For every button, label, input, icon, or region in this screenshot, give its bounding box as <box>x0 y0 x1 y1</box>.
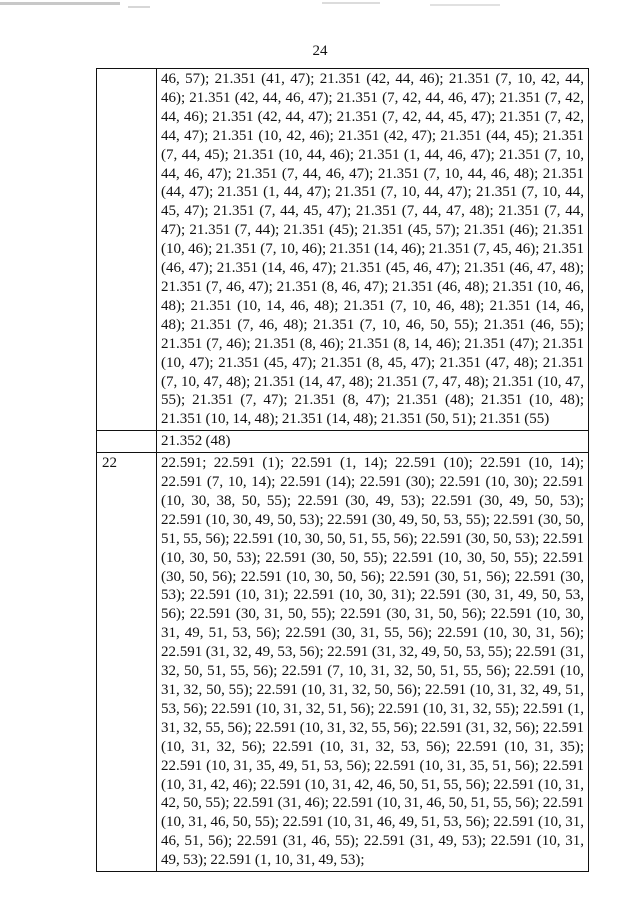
table-row <box>97 453 589 872</box>
codes-cell: 22.591; 22.591 (1); 22.591 (1, 14); 22.591 (10); 22.591 (10, 14); 22.591 (7, 10, 14); 22.591 (14); 22.591 (30); 22.591 (10, 30); 22.591 (10, 30, 38, 50, 55); 22.591 (30, 49, 53); 22.591 (30, 49, 50, 53); 22.591 (10, 30, 49, 50, 53); 22.591 (30, 49, 50, 53, 55); 22.591 (30, 50, 51, 55, 56); 22.591 (10, 30, 50, 51, 55, 56); 22.591 (30, 50, 53); 22.591 (10, 30, 50, 53); 22.591 (30, 50, 55); 22.591 (10, 30, 50, 55); 22.591 (30, 50, 56); 22.591 (10, 30, 50, 56); 22.591 (30, 51, 56); 22.591 (30, 53); 22.591 (10, 31); 22.591 (10, 30, 31); 22.591 (30, 31, 49, 50, 53, 56); 22.591 (30, 31, 50, 55); 22.591 (30, 31, 50, 56); 22.591 (10, 30, 31, 49, 51, 53, 56); 22.591 (30, 31, 55, 56); 22.591 (10, 30, 31, 56); 22.591 (31, 32, 49, 53, 56); 22.591 (31, 32, 49, 50, 53, 55); 22.591 (31, 32, 50, 51, 55, 56); 22.591 (7, 10, 31, 32, 50, 51, 55, 56); 22.591 (10, 31, 32, 50, 55); 22.591 (10, 31, 32, 50, 56); 22.591 (10, 31, 32, 49, 51, 53, 56); 22.591 (10, 31, 32, 51, 56); 22.591 (10, 31, 32, 55); 22.591 (1, 31, 32, 55, 56); 22.591 (10, 31, 32, 55, 56); 22.591 (31, 32, 56); 22.591 (10, 31, 32, 56); 22.591 (10, 31, 32, 53, 56); 22.591 (10, 31, 35); 22.591 (10, 31, 35, 49, 51, 53, 56); 22.591 (10, 31, 35, 51, 56); 22.591 (10, 31, 42, 46); 22.591 (10, 31, 42, 46, 50, 51, 55, 56); 22.591 (10, 31, 42, 50, 55); 22.591 (31, 46); 22.591 (10, 31, 46, 50, 51, 55, 56); 22.591 (10, 31, 46, 50, 55); 22.591 (10, 31, 46, 49, 51, 53, 56); 22.591 (10, 31, 46, 51, 56); 22.591 (31, 46, 55); 22.591 (31, 49, 53); 22.591 (10, 31, 49, 53); 22.591 (1, 10, 31, 49, 53); <box>157 453 589 872</box>
codes-cell: 46, 57); 21.351 (41, 47); 21.351 (42, 44, 46); 21.351 (7, 10, 42, 44, 46); 21.351 (42, 44, 46, 47); 21.351 (7, 42, 44, 46, 47); 21.351 (7, 42, 44, 46); 21.351 (42, 44, 47); 21.351 (7, 42, 44, 45, 47); 21.351 (7, 42, 44, 47); 21.351 (10, 42, 46); 21.351 (42, 47); 21.351 (44, 45); 21.351 (7, 44, 45); 21.351 (10, 44, 46); 21.351 (1, 44, 46, 47); 21.351 (7, 10, 44, 46, 47); 21.351 (7, 44, 46, 47); 21.351 (7, 10, 44, 46, 48); 21.351 (44, 47); 21.351 (1, 44, 47); 21.351 (7, 10, 44, 47); 21.351 (7, 10, 44, 45, 47); 21.351 (7, 44, 45, 47); 21.351 (7, 44, 47, 48); 21.351 (7, 44, 47); 21.351 (7, 44); 21.351 (45); 21.351 (45, 57); 21.351 (46); 21.351 (10, 46); 21.351 (7, 10, 46); 21.351 (14, 46); 21.351 (7, 45, 46); 21.351 (46, 47); 21.351 (14, 46, 47); 21.351 (45, 46, 47); 21.351 (46, 47, 48); 21.351 (7, 46, 47); 21.351 (8, 46, 47); 21.351 (46, 48); 21.351 (10, 46, 48); 21.351 (10, 14, 46, 48); 21.351 (7, 10, 46, 48); 21.351 (14, 46, 48); 21.351 (7, 46, 48); 21.351 (7, 10, 46, 50, 55); 21.351 (46, 55); 21.351 (7, 46); 21.351 (8, 46); 21.351 (8, 14, 46); 21.351 (47); 21.351 (10, 47); 21.351 (45, 47); 21.351 (8, 45, 47); 21.351 (47, 48); 21.351 (7, 10, 47, 48); 21.351 (14, 47, 48); 21.351 (7, 47, 48); 21.351 (10, 47, 55); 21.351 (7, 47); 21.351 (8, 47); 21.351 (48); 21.351 (10, 48); 21.351 (10, 14, 48); 21.351 (14, 48); 21.351 (50, 51); 21.351 (55) <box>157 69 589 431</box>
row-number-cell: 22 <box>97 453 157 872</box>
scan-artifact <box>322 2 380 4</box>
codes-cell: 21.352 (48) <box>157 431 589 453</box>
table-row <box>97 431 589 453</box>
page-number: 24 <box>312 43 328 59</box>
table-row <box>97 69 589 431</box>
scan-artifact <box>128 6 150 8</box>
row-number-cell <box>97 69 157 431</box>
row-number-cell <box>97 431 157 453</box>
codes-table <box>96 68 589 872</box>
scan-artifact <box>430 4 500 6</box>
scan-artifact <box>0 2 120 5</box>
